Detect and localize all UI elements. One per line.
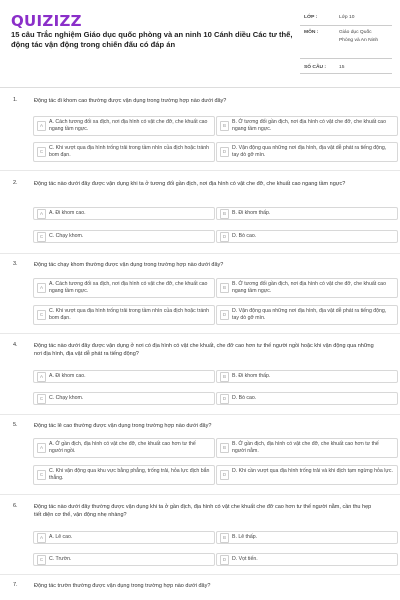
question-number: 6. (13, 503, 18, 509)
option-d[interactable] (216, 392, 398, 405)
option-letter: D (220, 232, 229, 242)
option-c[interactable] (33, 553, 215, 566)
option-d[interactable] (216, 305, 398, 325)
question-number: 3. (13, 261, 18, 267)
question-number: 1. (13, 97, 18, 103)
option-text: B. Ở gần địch, địa hình có vật che đỡ, che khuất cao hơn tư thế người nằm. (232, 441, 379, 454)
option-b[interactable] (216, 278, 398, 298)
option-text: D. Bò cao. (232, 233, 257, 239)
question-divider (0, 574, 400, 575)
option-c[interactable] (33, 392, 215, 405)
option-b[interactable] (216, 116, 398, 136)
option-text: D. Vận động qua những nơi địa hình, địa vật dễ phát ra tiếng động, tay dò gỡ mìn. (232, 308, 387, 321)
option-letter: B (220, 372, 229, 382)
question-text: Động tác nào dưới đây được vận dụng khi ta ở tương đối gần địch, nơi địa hình có vật che đỡ, che khuất cao ngang tầm ngực? (34, 181, 346, 187)
worksheet-header (0, 0, 400, 86)
option-a[interactable] (33, 278, 215, 298)
option-text: C. Khi vượt qua địa hình trống trải trong tầm nhìn của địch hoặc tránh bom đạn. (49, 145, 209, 158)
option-c[interactable] (33, 465, 215, 485)
option-text: B. Ở tương đối gần địch, nơi địa hình có vật che đỡ, che khuất cao ngang tầm ngực. (232, 281, 386, 294)
question-number: 7. (13, 582, 18, 588)
option-letter: D (220, 394, 229, 404)
option-text: B. Ở tương đối gần địch, nơi địa hình có vật che đỡ, che khuất cao ngang tầm ngực. (232, 119, 386, 132)
option-letter: C (37, 310, 46, 320)
question-text: Động tác lê cao thường được vận dụng trong trường hợp nào dưới đây? (34, 423, 212, 429)
option-letter: A (37, 283, 46, 293)
question-number: 5. (13, 422, 18, 428)
question-divider (0, 494, 400, 495)
question-divider (0, 414, 400, 415)
meta-count-row (300, 59, 392, 74)
option-letter: C (37, 394, 46, 404)
page-title: 15 câu Trắc nghiệm Giáo dục quốc phòng và an ninh 10 Cánh diều Các tư thế, động tác vận động trong chiến đấu có đáp án (11, 30, 293, 49)
question-divider (0, 253, 400, 254)
option-letter: B (220, 443, 229, 453)
option-text: A. Cách tương đối xa địch, nơi địa hình có vật che đỡ, che khuất cao ngang tầm ngực. (49, 281, 208, 294)
option-text: A. Đi khom cao. (49, 210, 86, 216)
option-text: A. Cách tương đối xa địch, nơi địa hình có vật che đỡ, che khuất cao ngang tầm ngực. (49, 119, 208, 132)
question-text: Động tác đi khom cao thường được vận dụng trong trường hợp nào dưới đây? (34, 98, 227, 104)
option-text: B. Đi khom thấp. (232, 210, 271, 216)
option-letter: A (37, 533, 46, 543)
option-text: C. Khi vận động qua khu vực bằng phẳng, trống trải, hỏa lực địch bắn thẳng. (49, 468, 210, 481)
option-letter: A (37, 372, 46, 382)
meta-subject-row (300, 26, 392, 59)
meta-subject-key: MÔN : (304, 30, 319, 35)
option-text: A. Ở gần địch, địa hình có vật che đỡ, che khuất cao hơn tư thế người ngồi. (49, 441, 196, 454)
option-letter: D (220, 147, 229, 157)
quizizz-logo: QUIZIZZ (11, 12, 82, 30)
meta-class-value: Lớp 10 (339, 15, 355, 20)
meta-class-row (300, 11, 392, 26)
option-c[interactable] (33, 230, 215, 243)
header-divider (0, 87, 400, 88)
option-letter: A (37, 121, 46, 131)
option-letter: A (37, 443, 46, 453)
option-b[interactable] (216, 438, 398, 458)
option-letter: D (220, 310, 229, 320)
option-d[interactable] (216, 142, 398, 162)
option-b[interactable] (216, 531, 398, 544)
option-text: A. Lê cao. (49, 534, 73, 540)
meta-count-key: SỐ CÂU : (304, 65, 327, 70)
question-number: 2. (13, 180, 18, 186)
question-text: Động tác nào dưới đây được vận dụng ở nơi có địa hình có vật che khuất, che đỡ cao hơn tư thế người ngồi hoặc khi vận động qua những nơi địa hình, địa vật dễ phát ra tiếng động? (34, 343, 374, 357)
option-text: C. Chạy khom. (49, 395, 84, 401)
option-a[interactable] (33, 207, 215, 220)
option-letter: D (220, 555, 229, 565)
option-text: D. Vận động qua những nơi địa hình, địa vật dễ phát ra tiếng động, tay dò gỡ mìn. (232, 145, 387, 158)
option-a[interactable] (33, 438, 215, 458)
option-a[interactable] (33, 370, 215, 383)
option-a[interactable] (33, 116, 215, 136)
option-c[interactable] (33, 142, 215, 162)
option-text: D. Khi cần vượt qua địa hình trống trải và khi địch tạm ngừng hỏa lực. (232, 468, 393, 474)
option-letter: C (37, 470, 46, 480)
option-c[interactable] (33, 305, 215, 325)
option-letter: B (220, 209, 229, 219)
question-divider (0, 333, 400, 334)
question-number: 4. (13, 342, 18, 348)
option-text: D. Vọt tiến. (232, 556, 258, 562)
option-letter: B (220, 283, 229, 293)
option-text: C. Chạy khom. (49, 233, 84, 239)
question-text: Động tác nào dưới đây thường được vận dụng khi ta ở gần địch, địa hình có vật che khuất che đỡ cao hơn tư thế người nằm, cần thu hẹp tiết diện cơ thể, vận động nhẹ nhàng? (34, 504, 372, 518)
option-letter: A (37, 209, 46, 219)
option-d[interactable] (216, 553, 398, 566)
option-letter: D (220, 470, 229, 480)
meta-panel (300, 11, 392, 74)
option-letter: C (37, 555, 46, 565)
meta-class-key: LỚP : (304, 15, 318, 20)
option-letter: B (220, 533, 229, 543)
option-text: C. Khi vượt qua địa hình trống trải trong tầm nhìn của địch hoặc tránh bom đạn. (49, 308, 209, 321)
question-text: Động tác trườn thường được vận dụng trong trường hợp nào dưới đây? (34, 583, 211, 589)
question-divider (0, 170, 400, 171)
option-text: C. Trườn. (49, 556, 72, 562)
option-letter: B (220, 121, 229, 131)
option-d[interactable] (216, 230, 398, 243)
question-text: Động tác chạy khom thường được vận dụng trong trường hợp nào dưới đây? (34, 262, 224, 268)
option-b[interactable] (216, 370, 398, 383)
option-text: B. Đi khom thấp. (232, 373, 271, 379)
meta-subject-value: Giáo dục Quốc Phòng và An Ninh (339, 30, 379, 43)
option-letter: C (37, 232, 46, 242)
option-a[interactable] (33, 531, 215, 544)
meta-count-value: 15 (339, 65, 345, 70)
option-text: B. Lê thấp. (232, 534, 258, 540)
option-b[interactable] (216, 207, 398, 220)
option-letter: C (37, 147, 46, 157)
option-text: A. Đi khom cao. (49, 373, 86, 379)
option-text: D. Bò cao. (232, 395, 257, 401)
option-d[interactable] (216, 465, 398, 485)
